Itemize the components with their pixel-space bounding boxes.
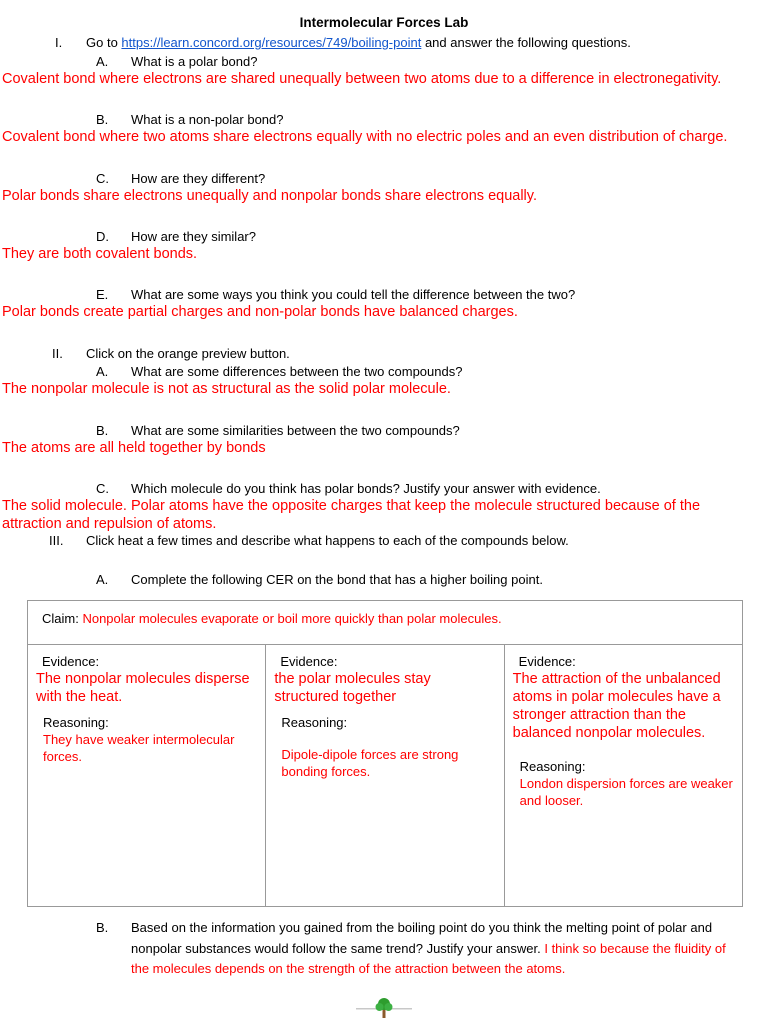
q2a-answer: The nonpolar molecule is not as structural as the solid polar molecule. — [2, 381, 451, 397]
evidence-label: Evidence: — [518, 654, 576, 669]
q2b-question: What are some similarities between the two compounds? — [131, 423, 460, 438]
q1e-answer: Polar bonds create partial charges and non-polar bonds have balanced charges. — [2, 304, 518, 320]
q1b-question: What is a non-polar bond? — [131, 112, 284, 127]
q2c-letter: C. — [96, 481, 109, 496]
q3b-text — [131, 918, 736, 980]
tree-logo-icon — [354, 996, 414, 1020]
q2c-question: Which molecule do you think has polar bonds? Justify your answer with evidence. — [131, 481, 601, 496]
section-1-prefix: Go to — [86, 35, 122, 50]
q1e-question: What are some ways you think you could tell the difference between the two? — [131, 287, 576, 302]
evidence-answer: The nonpolar molecules disperse with the heat. — [36, 671, 250, 705]
q2a-letter: A. — [96, 364, 109, 379]
boiling-point-link[interactable]: https://learn.concord.org/resources/749/boiling-point — [121, 35, 422, 50]
q1c-question: How are they different? — [131, 171, 266, 186]
q1d-answer: They are both covalent bonds. — [2, 246, 198, 262]
section-2-instruction: Click on the orange preview button. — [86, 346, 290, 361]
claim-answer: Nonpolar molecules evaporate or boil more quickly than polar molecules. — [82, 611, 502, 626]
q3b-block — [96, 918, 736, 980]
q2a-question: What are some differences between the two compounds? — [131, 364, 463, 379]
evidence-label: Evidence: — [42, 654, 100, 669]
cer-column-2 — [266, 645, 504, 907]
q1b-answer: Covalent bond where two atoms share electrons equally with no electric poles and an even distribution of charge. — [2, 129, 728, 145]
section-3-numeral: III. — [49, 533, 64, 548]
section-3-instruction: Click heat a few times and describe what happens to each of the compounds below. — [86, 533, 569, 548]
section-1-numeral: I. — [55, 35, 63, 50]
reasoning-label: Reasoning: — [43, 715, 109, 730]
cer-column-3 — [504, 645, 742, 907]
reasoning-answer: London dispersion forces are weaker and looser. — [519, 776, 733, 808]
evidence-label: Evidence: — [280, 654, 338, 669]
q2b-letter: B. — [96, 423, 109, 438]
section-2-numeral: II. — [52, 346, 63, 361]
page-title: Intermolecular Forces Lab — [299, 15, 469, 30]
q1e-letter: E. — [96, 287, 109, 302]
q3a-text: Complete the following CER on the bond that has a higher boiling point. — [131, 572, 543, 587]
section-1-suffix: and answer the following questions. — [421, 35, 631, 50]
reasoning-answer: Dipole-dipole forces are strong bonding forces. — [281, 747, 459, 779]
q1a-answer: Covalent bond where electrons are shared unequally between two atoms due to a difference in electronegativity. — [2, 71, 722, 87]
q1c-answer: Polar bonds share electrons unequally and nonpolar bonds share electrons equally. — [2, 188, 537, 204]
claim-label: Claim: — [42, 611, 83, 626]
reasoning-answer: They have weaker intermolecular forces. — [43, 732, 235, 764]
evidence-answer: the polar molecules stay structured together — [274, 671, 431, 705]
q1a-letter: A. — [96, 54, 109, 69]
reasoning-label: Reasoning: — [281, 715, 348, 730]
q2b-answer: The atoms are all held together by bonds — [2, 440, 266, 456]
q1c-letter: C. — [96, 171, 109, 186]
q1a-question: What is a polar bond? — [131, 54, 258, 69]
cer-column-1 — [28, 645, 266, 907]
q1d-letter: D. — [96, 229, 109, 244]
q1d-question: How are they similar? — [131, 229, 256, 244]
q3b-answer: I think so because the fluidity of the molecules depends on the strength of the attraction between the atoms. — [131, 940, 726, 976]
q3b-letter: B. — [96, 920, 109, 935]
q1b-letter: B. — [96, 112, 109, 127]
q3a-letter: A. — [96, 572, 109, 587]
reasoning-label: Reasoning: — [519, 759, 586, 774]
q2c-answer: The solid molecule. Polar atoms have the opposite charges that keep the molecule structured because of the attraction and repulsion of atoms. — [2, 498, 701, 532]
section-1-instruction — [86, 35, 631, 51]
cer-table — [27, 600, 743, 907]
claim-cell — [28, 601, 743, 645]
q3b-question: Based on the information you gained from the boiling point do you think the melting point of polar and nonpolar substances would follow the same trend? Justify your answer. — [131, 920, 713, 956]
evidence-answer: The attraction of the unbalanced atoms in polar molecules have a stronger attraction than the balanced nonpolar molecules. — [512, 671, 721, 741]
